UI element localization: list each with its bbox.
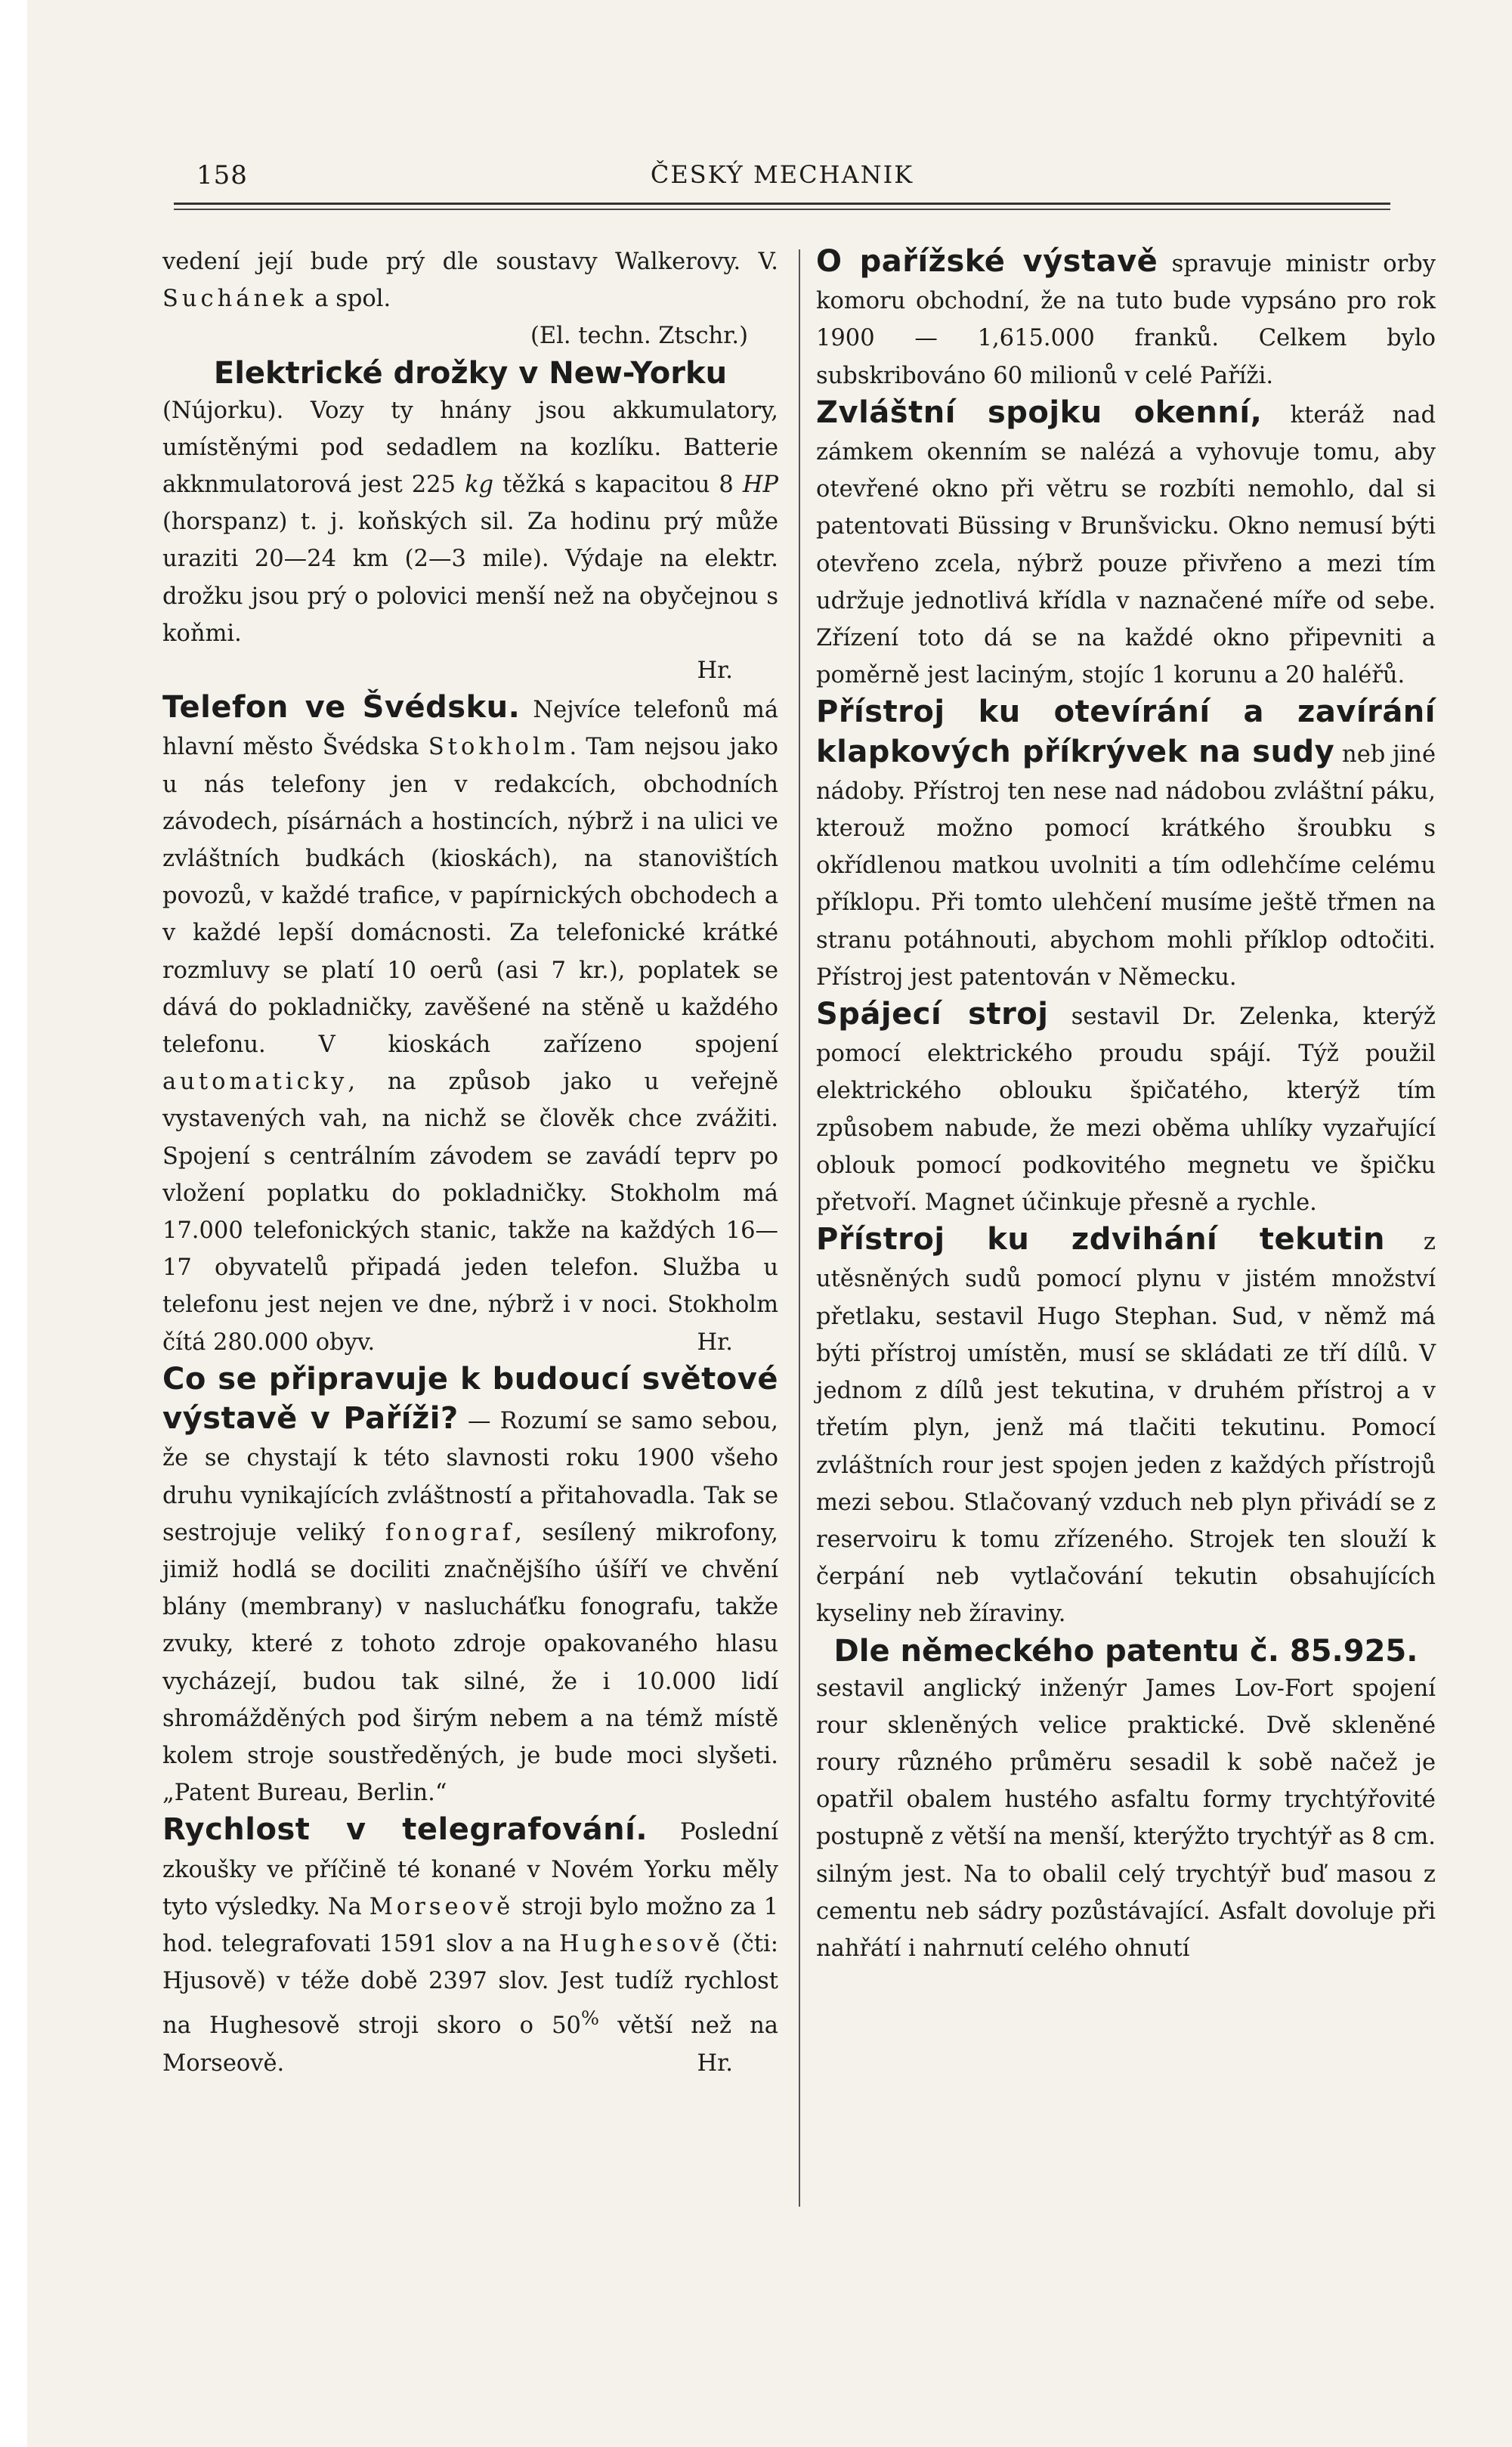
firm-name: Suchánek <box>162 286 308 313</box>
article-heading: Telefon ve Švédsku. <box>162 690 521 725</box>
article-telephone-sweden: Telefon ve Švédsku. Nejvíce telefonů má hlavní město Švédska Stokholm. Tam nejsou jako u nás telefony jen v redakcích, obchodních závodech, písárnách a hostincích, nýbrž i na ulici ve zvláštních budkách (kioskách), na stanovištích povozů, v každé trafice, v papírnických obchodech a v každé lepší domácnosti. Za telefonické krátké rozmluvy se platí 10 oerů (asi 7 kr.), poplatek se dává do pokladničky, zavěšené na stěně u každého telefonu. V kioskách zařízeno spojení automaticky, na způsob jako u veřejně vystavených vah, na nichž se člověk chce zvážiti. Spojení s centrálním závodem se zavádí teprv po vložení poplatku do pokladničky. Stokholm má 17.000 telefonických stanic, takže na každých 16—17 obyvatelů připadá jeden telefon. Služba u telefonu jest nejen ve dne, nýbrž i v noci. Stokholm čítá 280.000 obyv. Hr. <box>162 689 778 1361</box>
running-head: ČESKÝ MECHANIK <box>650 160 914 189</box>
article-liquid-lift: Přístroj ku zdvihání tekutin z utěsněných sudů pomocí plynu v jistém množství přetlaku, sestavil Hugo Stephan. Sud, v němž má býti přístroj umístěn, musí se skládati ze tří dílů. V jednom z dílů jest tekutina, v druhém přístroj a v třetím plyn, jenž má tlačiti tekutinu. Pomocí zvláštních rour jest spojen jeden z každých přístrojů mezi sebou. Stlačovaný vzduch neb plyn přivádí se z reservoiru k tomu zřízeného. Strojek ten slouží k čerpání neb vytlačování tekutin obsahujících kyseliny neb žíraviny. <box>816 1222 1436 1628</box>
author-signature: Hr. <box>697 1329 733 1356</box>
article-electric-cabs: Elektrické drožky v New-Yorku (Nújorku). Vozy ty hnány jsou akkumulatory, umístěnými pod sedadlem na kozlíku. Batterie akknmulatorová jest 225 kg těžká s kapacitou 8 HP (horspanz) t. j. koňských sil. Za hodinu prý může uraziti 20—24 km (2—3 mile). Výdaje na elektr. drožku jsou prý o polovici menší než na obyčejnou s koňmi. Hr. <box>162 355 778 690</box>
author-signature: Hr. <box>697 2049 733 2077</box>
article-telegraph-speed: Rychlost v telegrafování. Poslední zkoušky ve příčině té konané v Novém Yorku měly tyto výsledky. Na Morseově stroji bylo možno za 1 hod. telegrafovati 1591 slov a na Hughesově (čti: Hjusově) v téže době 2397 slov. Jest tudíž rychlost na Hughesově stroji skoro o 50% větší než na Morseově. Hr. <box>162 1811 778 2082</box>
header-rule <box>174 203 1390 205</box>
article-window-coupling: Zvláštní spojku okenní, kteráž nad zámkem okenním se nalézá a vyhovuje tomu, aby otevřené okno při větru se rozbíti nemohlo, dal si patentovati Büssing v Brunšvicku. Okno nemusí býti otevřeno zcela, nýbrž pouze přivřeno a mezi tím udržuje jednotlivá křídla v naznačené míře od sebe. Zřízení toto dá se na každé okno připevniti a poměrně jest laciným, stojíc 1 korunu a 20 haléřů. <box>816 394 1436 689</box>
page-number: 158 <box>196 160 248 190</box>
article-paris-expo-budget: O pařížské výstavě spravuje ministr orby komoru obchodní, že na tuto bude vypsáno pro rok 1900 — 1,615.000 franků. Celkem bylo subskribováno 60 milionů v celé Paříži. <box>816 244 1436 389</box>
article-heading: Elektrické drožky v New-Yorku <box>213 355 728 391</box>
source-citation: (El. techn. Ztschr.) <box>530 323 748 350</box>
page-header <box>174 160 1390 198</box>
scan-margin <box>0 0 27 2447</box>
article-barrel-lid-device: Přístroj ku otevírání a zavírání klapkových příkrývek na sudy neb jiné nádoby. Přístroj ten nese nad nádobou zvláštní páku, kterouž možno pomocí krátkého šroubku s okřídlenou matkou uvolniti a tím odlehčíme celému příklopu. Při tomto ulehčení musíme ještě třmen na stranu potáhnouti, abychom mohli příklop odtočiti. Přístroj jest patentován v Německu. <box>816 695 1436 991</box>
article-paris-expo-prep: Co se připravuje k budoucí světové výstavě v Paříži? — Rozumí se samo sebou, že se chystají k této slavnosti roku 1900 všeho druhu vynikajících zvláštností a přitahovadla. Tak se sestrojuje veliký fonograf, sesílený mikrofony, jimiž hodlá se dociliti značnějšího úšíří ve chvění blány (membrany) v naslucháťku fonografu, takže zvuky, které z tohoto zdroje opakovaného hlasu vycházejí, budou tak silné, že i 10.000 lidí shromážděných pod širým nebem a na témž místě kolem stroje soustředěných, je bude moci slyšeti. „Patent Bureau, Berlin.“ <box>162 1361 778 1807</box>
article-heading: Rychlost v telegrafování. <box>162 1812 648 1848</box>
article-soldering-machine: Spájecí stroj sestavil Dr. Zelenka, kterýž pomocí elektrického proudu spájí. Týž použil elektrického oblouku špičatého, kterýž tím způsobem nabude, že mezi oběma uhlíky vyzařující oblouk pomocí podkovitého megnetu ve špičku přetvoří. Magnet účinkuje přesně a rychle. <box>816 997 1436 1217</box>
author-signature: Hr. <box>697 657 733 685</box>
article-heading: Dle německého patentu č. 85.925. <box>833 1633 1418 1669</box>
left-column <box>162 243 778 2082</box>
column-divider <box>799 249 800 2207</box>
article-german-patent: Dle německého patentu č. 85.925. sestavil anglický inženýr James Lov-Fort spojení rour skleněných velice praktické. Dvě skleněné roury různého průměru sesadil k sobě načež je opatřil obalem hustého asfaltu formy trychtýřovité postupně z větší na menší, kterýžto trychtýř as 8 cm. silným jest. Na to obalil celý trychtýř buď masou z cementu neb sádry pozůstávající. Asfalt dovoluje při nahřátí i nahrnutí celého ohnutí <box>816 1633 1436 1962</box>
header-rule-double <box>174 209 1390 210</box>
paragraph-continuation: vedení její bude prý dle soustavy Walkerovy. V. Suchánek a spol. (El. techn. Ztschr.) <box>162 243 778 355</box>
article-heading: Přístroj ku otevírání a zavírání klapkových příkrývek na sudy <box>816 695 1436 769</box>
article-heading: O pařížské výstavě <box>816 244 1158 279</box>
article-heading: Co se připravuje k budoucí světové výstavě v Paříži? <box>162 1361 778 1437</box>
article-heading: Zvláštní spojku okenní, <box>816 394 1263 430</box>
article-heading: Spájecí stroj <box>816 997 1049 1032</box>
right-column <box>816 243 1436 1967</box>
article-heading: Přístroj ku zdvihání tekutin <box>816 1222 1386 1258</box>
